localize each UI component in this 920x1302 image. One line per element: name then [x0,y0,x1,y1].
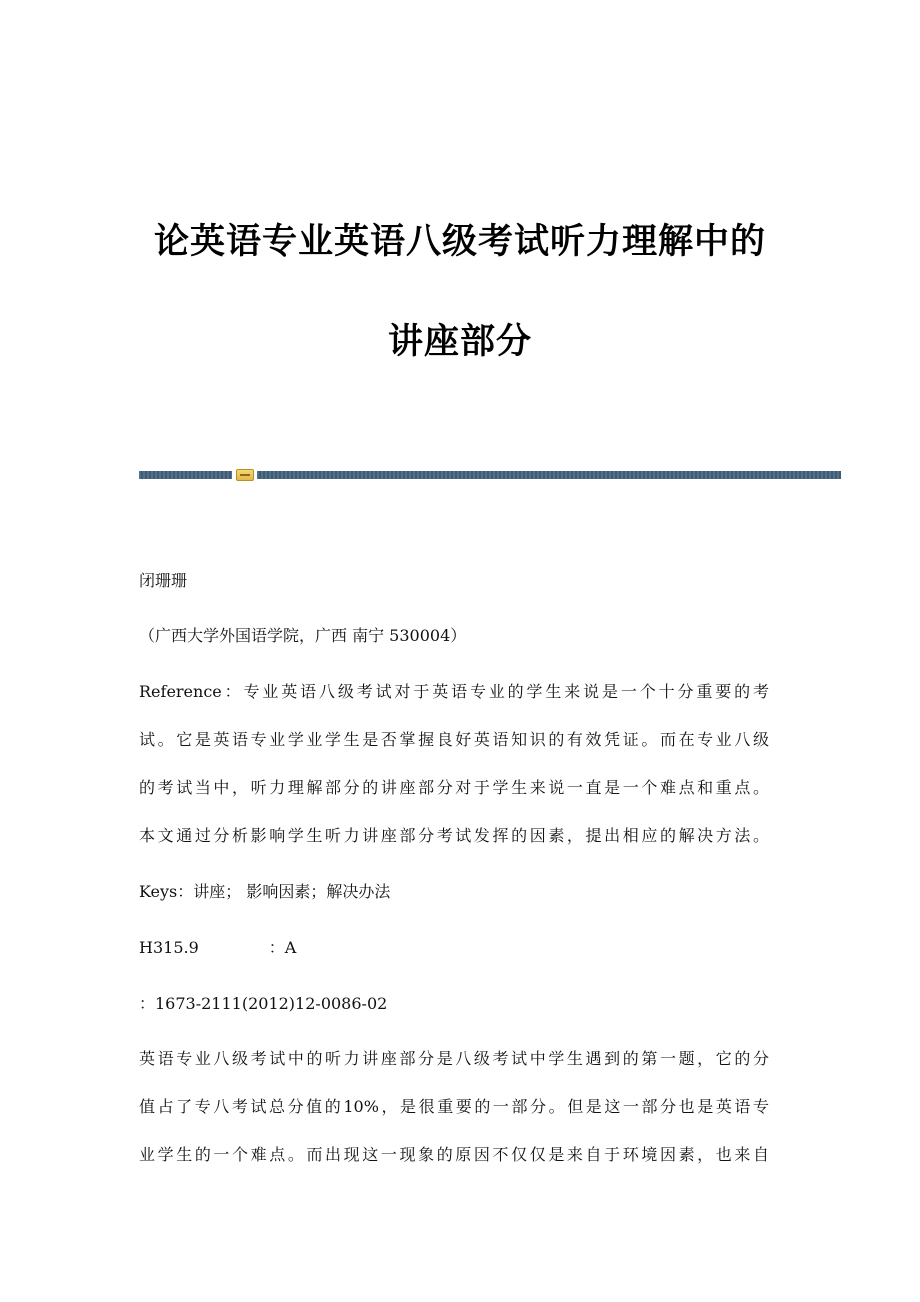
abstract-line: 本文通过分析影响学生听力讲座部分考试发挥的因素，提出相应的解决方法。 [139,826,769,845]
paper-title-line-2: 讲座部分 [387,322,532,362]
body-line: 英语专业八级考试中的听力讲座部分是八级考试中学生遇到的第一题，它的分 [139,1049,769,1068]
article-id: ：1673-2111(2012)12-0086-02 [139,994,388,1013]
abstract-line: 的考试当中，听力理解部分的讲座部分对于学生来说一直是一个难点和重点。 [139,778,769,797]
document-code: ：A [268,938,297,957]
abstract-line: 试。它是英语专业学业学生是否掌握良好英语知识的有效凭证。而在专业八级 [139,730,769,749]
clc-number: H315.9 [139,938,199,957]
paper-title-line-1: 论英语专业英语八级考试听力理解中的 [153,222,766,262]
body-line: 值占了专八考试总分值的10%，是很重要的一部分。但是这一部分也是英语专 [139,1097,769,1116]
body-line: 业学生的一个难点。而出现这一现象的原因不仅仅是来自于环境因素，也来自 [139,1145,769,1164]
title-divider-right [257,471,841,479]
classification-line [139,938,296,958]
author-affiliation: （广西大学外国语学院，广西 南宁 530004） [139,626,467,645]
keywords: Keys：讲座； 影响因素；解决办法 [139,882,391,901]
author-name: 闭珊珊 [139,571,188,590]
abstract-line: Reference：专业英语八级考试对于英语专业的学生来说是一个十分重要的考 [139,682,769,701]
divider-ornament-icon [236,469,254,481]
title-divider-left [139,471,232,479]
